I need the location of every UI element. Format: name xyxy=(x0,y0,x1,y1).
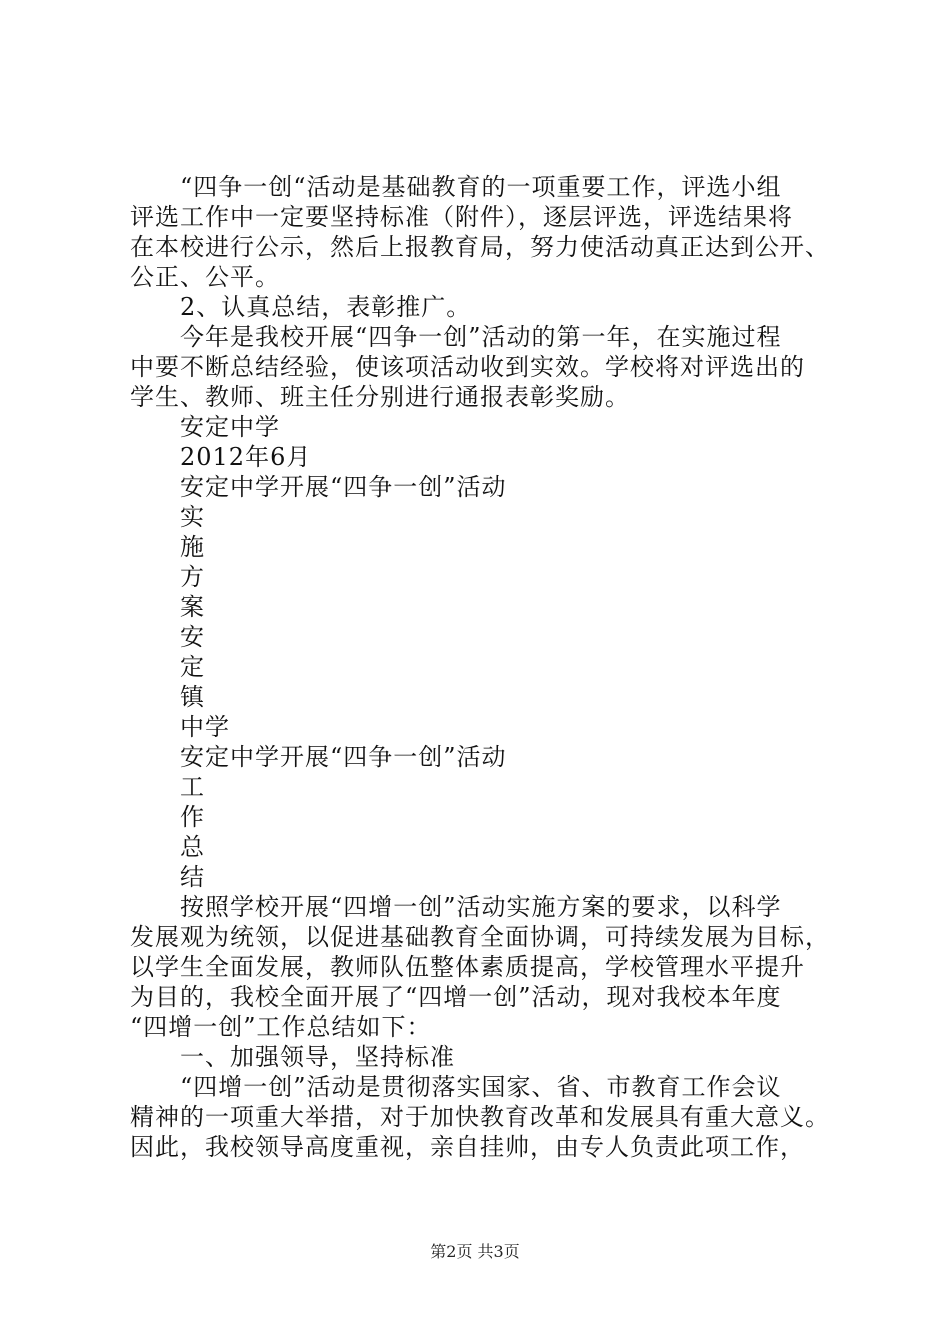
text-line: 工 xyxy=(180,773,205,801)
text-line: 以学生全面发展，教师队伍整体素质提高，学校管理水平提升 xyxy=(130,953,805,981)
text-line: 安 xyxy=(180,623,205,651)
text-line: 方 xyxy=(180,563,205,591)
text-line: 结 xyxy=(180,863,205,891)
text-line: 实 xyxy=(180,503,205,531)
text-line: 发展观为统领，以促进基础教育全面协调，可持续发展为目标， xyxy=(130,923,830,951)
text-line: 按照学校开展“四增一创”活动实施方案的要求，以科学 xyxy=(180,893,782,921)
text-line: 2012年6月 xyxy=(180,443,312,471)
page-footer: 第2页 共3页 xyxy=(430,1242,520,1261)
text-line: “四增一创”工作总结如下： xyxy=(130,1013,432,1041)
text-line: 案 xyxy=(180,593,205,621)
text-line: 镇 xyxy=(180,683,205,711)
text-line: 安定中学 xyxy=(180,413,280,441)
text-line: 中学 xyxy=(180,713,230,741)
text-line: “四争一创“活动是基础教育的一项重要工作，评选小组 xyxy=(180,173,782,201)
text-line: 评选工作中一定要坚持标准（附件），逐层评选，评选结果将 xyxy=(130,203,793,231)
text-line: 总 xyxy=(180,833,205,861)
text-line: 因此，我校领导高度重视，亲自挂帅，由专人负责此项工作， xyxy=(130,1133,805,1161)
text-line: 学生、教师、班主任分别进行通报表彰奖励。 xyxy=(130,383,630,411)
text-line: 一、加强领导，坚持标准 xyxy=(180,1043,455,1071)
document-body xyxy=(130,172,842,1162)
text-line: 在本校进行公示，然后上报教育局，努力使活动真正达到公开、 xyxy=(130,233,830,261)
text-line: 安定中学开展“四争一创”活动 xyxy=(180,473,507,501)
text-line: 安定中学开展“四争一创”活动 xyxy=(180,743,507,771)
text-line: 今年是我校开展“四争一创”活动的第一年，在实施过程 xyxy=(180,323,782,351)
text-line: 施 xyxy=(180,533,205,561)
text-line: 2、认真总结，表彰推广。 xyxy=(180,293,472,321)
text-line: 作 xyxy=(180,803,205,831)
text-line: 精神的一项重大举措，对于加快教育改革和发展具有重大意义。 xyxy=(130,1103,830,1131)
text-line: 公正、公平。 xyxy=(130,263,280,291)
text-line: 为目的，我校全面开展了“四增一创”活动，现对我校本年度 xyxy=(130,983,782,1011)
text-line: 定 xyxy=(180,653,205,681)
text-line: “四增一创”活动是贯彻落实国家、省、市教育工作会议 xyxy=(180,1073,782,1101)
text-line: 中要不断总结经验，使该项活动收到实效。学校将对评选出的 xyxy=(130,353,805,381)
